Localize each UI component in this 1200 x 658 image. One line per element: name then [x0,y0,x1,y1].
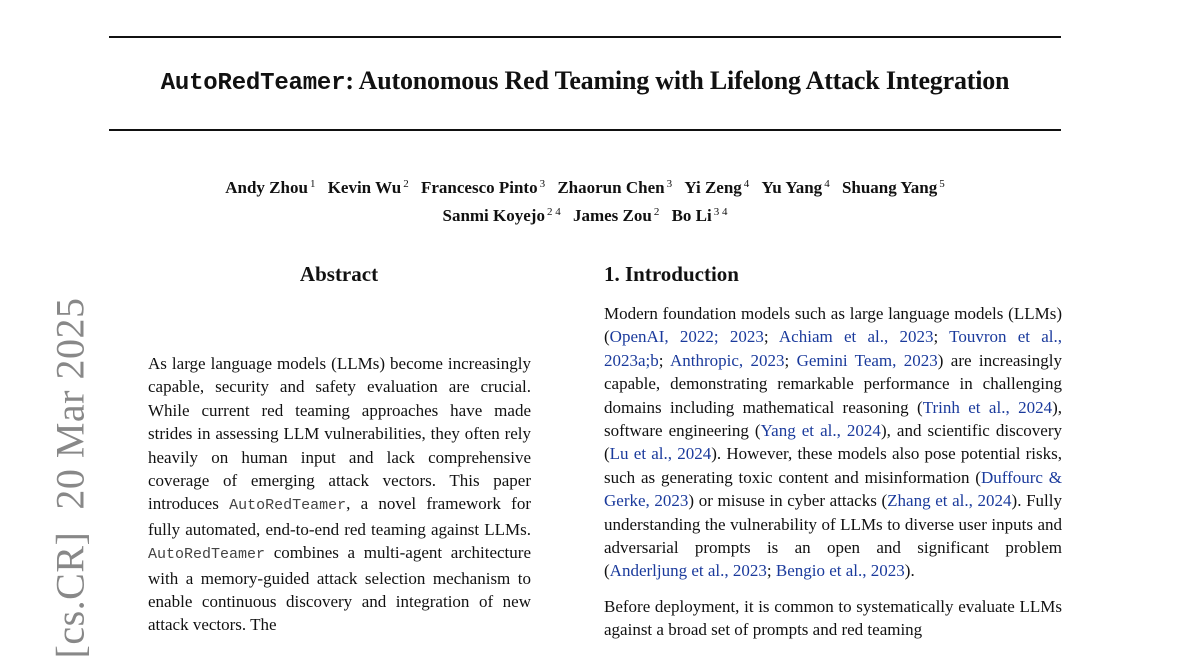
author-name: Andy Zhou [225,178,308,197]
arxiv-category: [cs.CR] [47,531,93,658]
title-rest: : Autonomous Red Teaming with Lifelong Attack Integration [345,66,1010,95]
abstract-text: , a novel framework for fully automated, end-to-end red teaming against LLMs. [148,494,531,539]
intro-text: ), and scientific discovery ( [604,421,1062,464]
paper-title [109,66,1061,97]
author [842,178,945,197]
author-name: Yi Zeng [684,178,742,197]
abstract-body [148,352,531,637]
author [225,178,315,197]
introduction-body [604,302,1062,642]
intro-text: ; [763,327,779,347]
abstract-system-name: AutoRedTeamer [229,497,347,515]
bottom-rule [109,129,1061,131]
citation-link[interactable]: Anderljung et al., 2023 [609,561,767,581]
author-affiliation: 2 [403,178,409,190]
citation-link[interactable]: Zhang et al., 2024 [887,491,1012,511]
introduction-heading: 1. Introduction [604,262,739,286]
intro-text: ), software engineering ( [604,397,1062,441]
author-affiliation: 3 [539,178,546,190]
author [328,178,409,197]
arxiv-sidebar-stamp [47,298,94,658]
author-affiliation: 2 4 [546,206,561,218]
intro-text: ) are increasingly capable, demonstrating remarkable performance in challenging domains including mathematical reasoning ( [604,350,1062,417]
citation-link[interactable]: Achiam et al., 2023 [778,327,934,347]
author-name: Yu Yang [761,178,823,197]
citation-link[interactable]: Duffourc & Gerke, 2023 [604,467,1062,511]
author-list [109,172,1061,228]
intro-text: ). However, these models also pose potential risks, such as generating toxic content and misinformation ( [604,444,1062,487]
author-name: James Zou [572,206,652,225]
author-name: Zhaorun Chen [557,178,665,197]
author-affiliation: 3 4 [713,206,728,218]
author-name: Sanmi Koyejo [442,206,545,225]
intro-text: ; [784,350,797,370]
intro-text: Modern foundation models such as large language models (LLMs) ( [604,304,1062,347]
author [684,178,749,197]
author-affiliation: 4 [743,178,750,190]
author [672,206,728,225]
arxiv-date: 20 Mar 2025 [47,297,93,510]
citation-link[interactable]: Bengio et al., 2023 [775,561,905,581]
citation-link[interactable]: Lu et al., 2024 [609,444,712,464]
author-affiliation: 2 [653,206,660,218]
abstract-text: combines a multi-agent architecture with a memory-guided attack selection mechanism to enable continuous discovery and integration of new attack vectors. The [148,543,531,635]
top-rule [109,36,1061,38]
author [762,178,830,197]
title-system-name: AutoRedTeamer [160,70,346,97]
author-name: Shuang Yang [841,178,938,197]
intro-paragraph-1 [604,302,1062,583]
author [421,178,545,197]
intro-paragraph-2: Before deployment, it is common to systematically evaluate LLMs against a broad set of prompts and red teaming [604,596,1062,640]
intro-text: ). Fully understanding the vulnerability of LLMs to diverse user inputs and adversarial prompts is an open and significant problem ( [604,491,1062,581]
abstract-text: As large language models (LLMs) become increasingly capable, security and safety evaluation are crucial. While current red teaming approaches have made strides in assessing LLM vulnerabilities, they often rely heavily on human input and lack comprehensive coverage of emerging attack vectors. This paper introduces [148,354,531,514]
citation-link[interactable]: OpenAI, 2022; 2023 [609,327,764,347]
author [557,178,672,197]
abstract-system-name: AutoRedTeamer [148,546,266,564]
intro-text: ; [933,327,950,347]
author-line-1 [109,172,1061,200]
citation-link[interactable]: Yang et al., 2024 [760,421,881,441]
author-name: Francesco Pinto [420,178,538,197]
author-line-2 [109,200,1061,228]
intro-text: ) or misuse in cyber attacks ( [688,491,888,511]
citation-link[interactable]: Trinh et al., 2024 [922,397,1053,417]
author-name: Bo Li [671,206,712,225]
citation-link[interactable]: Gemini Team, 2023 [796,350,938,370]
intro-text: ). [904,561,915,581]
author-affiliation: 5 [939,178,945,190]
author-affiliation: 4 [824,178,830,190]
author-affiliation: 3 [666,178,673,190]
intro-text: ; [658,350,670,370]
author [442,206,560,225]
author [573,206,659,225]
citation-link[interactable]: Touvron et al., 2023a;b [604,327,1062,370]
intro-text: ; [766,561,776,581]
citation-link[interactable]: Anthropic, 2023 [669,350,785,370]
author-affiliation: 1 [309,178,316,190]
abstract-heading: Abstract [299,262,379,286]
author-name: Kevin Wu [327,178,402,197]
